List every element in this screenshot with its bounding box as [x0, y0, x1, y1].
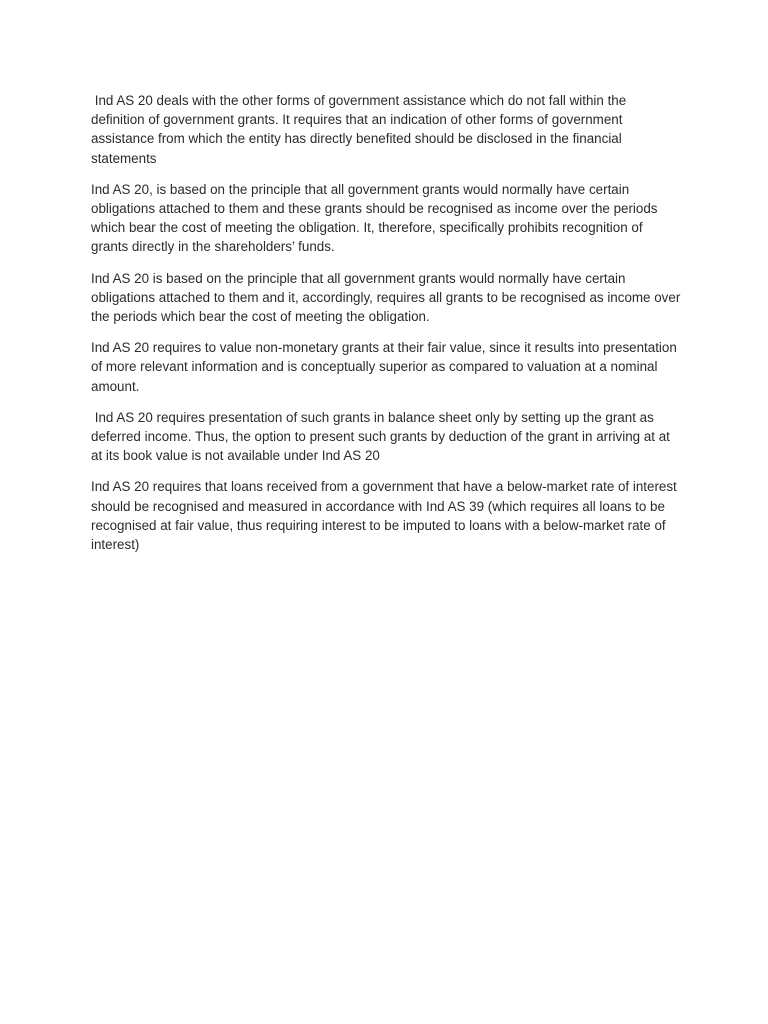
- paragraph-other-assistance: Ind AS 20 deals with the other forms of government assistance which do not fall within the definition of government grants. It requires that an indication of other forms of government assistance from which the entity has directly benefited should be disclosed in the financial statements: [91, 93, 630, 166]
- paragraph-deferred-income: Ind AS 20 requires presentation of such grants in balance sheet only by setting up the grant as deferred income. Thus, the option to present such grants by deduction of the grant in arriving at at at its book value is not available under Ind AS 20: [91, 409, 674, 464]
- paragraph-income-recognition: Ind AS 20, is based on the principle that all government grants would normally have certain obligations attached to them and these grants should be recognised as income over the periods which bear the cost of meeting the obligation. It, therefore, specifically prohibits recognition of grants directly in the shareholders’ funds.: [91, 181, 662, 255]
- paragraph-obligations-principle: Ind AS 20 is based on the principle that all government grants would normally have certain obligations attached to them and it, accordingly, requires all grants to be recognised as income over the periods which bear the cost of meeting the obligation.: [91, 270, 685, 325]
- paragraph-non-monetary-grants: Ind AS 20 requires to value non-monetary grants at their fair value, since it results into presentation of more relevant information and is conceptually superior as compared to valuation at a nominal amount.: [91, 340, 681, 394]
- document-body: [91, 91, 685, 566]
- paragraph-below-market-loans: Ind AS 20 requires that loans received from a government that have a below-market rate of interest should be recognised and measured in accordance with Ind AS 39 (which requires all loans to be recognised at fair value, thus requiring interest to be imputed to loans with a below-market rate of interest): [91, 479, 681, 553]
